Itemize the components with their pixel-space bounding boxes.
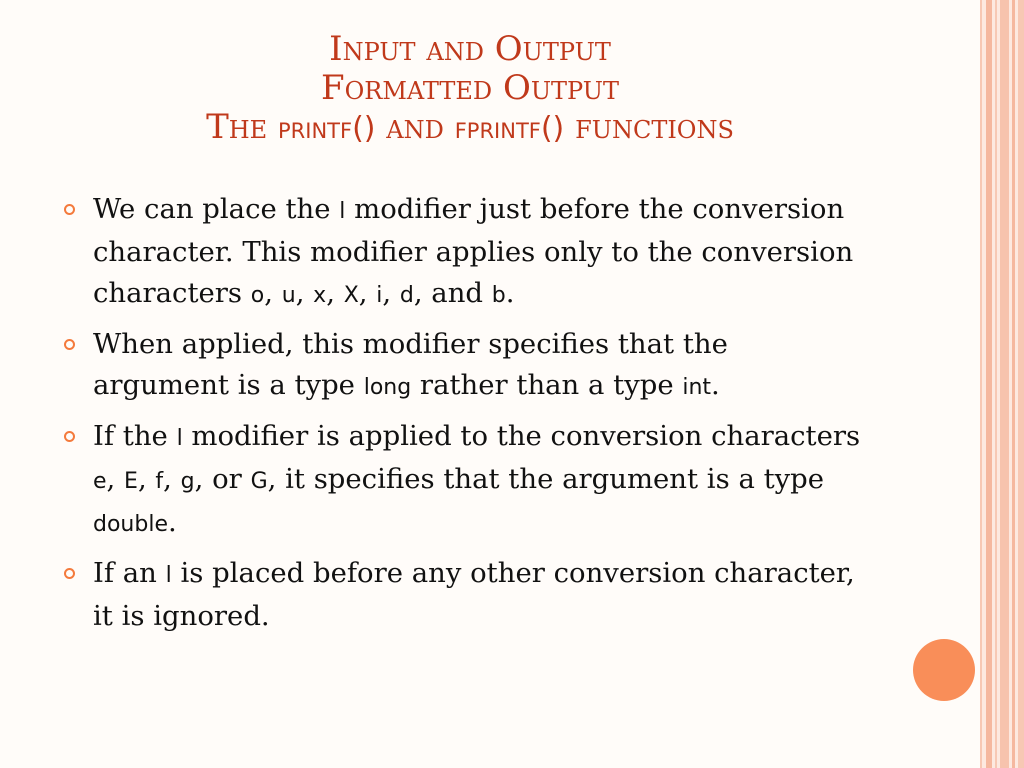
title-code-printf: printf() [278, 111, 376, 146]
decorative-stripe [980, 0, 982, 768]
code-token: u [281, 283, 296, 308]
code-token: o [250, 283, 265, 308]
bullet-marker-icon [64, 339, 75, 350]
title-code-fprintf: fprintf() [454, 111, 565, 146]
code-token: l [339, 199, 346, 224]
decorative-stripe [1000, 0, 1009, 768]
bullet-text: , [295, 277, 314, 309]
bullet-item [60, 189, 870, 316]
code-token: g [180, 469, 195, 494]
bullet-text: , or [194, 463, 251, 495]
decorative-stripe [1018, 0, 1024, 768]
bullet-text: , and [413, 277, 492, 309]
code-token: double [93, 512, 168, 537]
bullet-item [60, 324, 870, 408]
code-token: int [682, 375, 712, 400]
bullet-text: , [326, 277, 344, 309]
code-token: X [343, 283, 359, 308]
title-line-1: Input and Output [329, 29, 611, 69]
bullet-text: modifier is applied to the conversion characters [182, 420, 861, 452]
bullet-text: , [264, 277, 282, 309]
decorative-stripe [1012, 0, 1015, 768]
title-text: The [206, 107, 279, 147]
bullet-text: , [382, 277, 400, 309]
bullet-text: , [106, 463, 125, 495]
bullet-text: , [358, 277, 377, 309]
bullet-marker-icon [64, 431, 75, 442]
code-token: l [176, 426, 183, 451]
bullet-text: , [137, 463, 156, 495]
bullet-text: If the [93, 420, 177, 452]
decorative-stripe [995, 0, 997, 768]
code-token: e [93, 469, 107, 494]
code-token: l [165, 563, 172, 588]
code-token: G [250, 469, 268, 494]
bullet-marker-icon [64, 568, 75, 579]
bullet-text: . [711, 369, 720, 401]
bullet-item [60, 416, 870, 545]
code-token: E [124, 469, 138, 494]
code-token: x [313, 283, 327, 308]
title-text: functions [564, 107, 734, 147]
bullet-text: is placed before any other conversion character, it is ignored. [93, 557, 855, 632]
code-token: i [376, 283, 383, 308]
bullet-text: rather than a type [411, 369, 683, 401]
bullet-text: . [167, 506, 177, 538]
bullet-marker-icon [64, 204, 75, 215]
title-line-3 [60, 108, 880, 148]
code-token: d [399, 283, 414, 308]
title-text: and [375, 107, 455, 147]
slide-title [60, 30, 880, 148]
code-token: f [155, 469, 164, 494]
bullet-list [60, 189, 870, 645]
bullet-text: We can place the [93, 193, 340, 225]
bullet-item [60, 553, 870, 637]
bullet-text: . [505, 277, 515, 309]
decorative-stripe [986, 0, 992, 768]
bullet-text: modifier just before the conversion character. This modifier applies only to the conversion characters [93, 193, 854, 309]
decorative-circle [913, 639, 975, 701]
bullet-text: When applied, this modifier specifies that the argument is a type [93, 328, 728, 401]
bullet-text: If an [93, 557, 166, 589]
code-token: b [491, 283, 506, 308]
code-token: long [363, 375, 412, 400]
bullet-text: , [163, 463, 181, 495]
title-line-2: Formatted Output [320, 68, 620, 108]
bullet-text: , it specifies that the argument is a type [267, 463, 825, 495]
